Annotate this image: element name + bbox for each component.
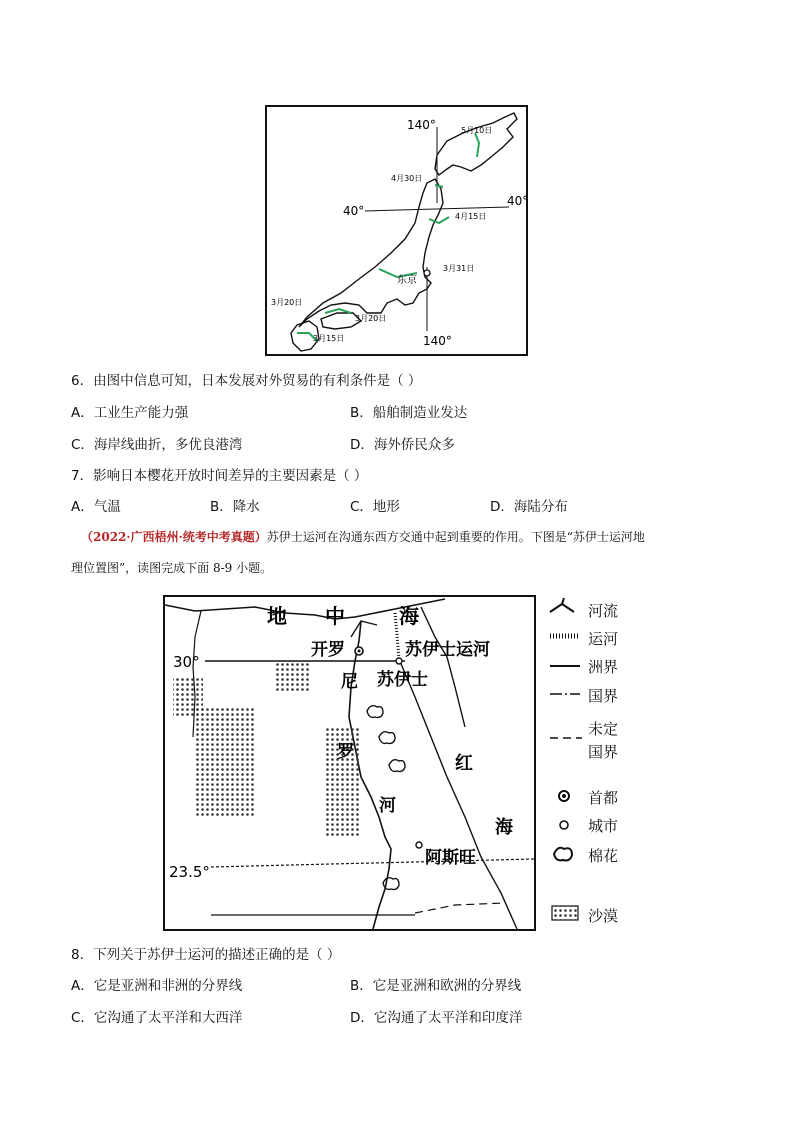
- q7-option-b: B．降水: [210, 499, 260, 515]
- legend-city-symbol: [560, 821, 568, 829]
- nile-delta: [351, 621, 377, 637]
- q7-stem: 7．影响日本樱花开放时间差异的主要因素是（ ）: [71, 468, 368, 484]
- tokyo-dot: [424, 270, 430, 276]
- lat-23-5-label: 23.5°: [169, 863, 210, 881]
- q8-option-c: C．它沟通了太平洋和大西洋: [71, 1010, 243, 1026]
- cotton-mark-1: [367, 706, 383, 718]
- legend-capital-inner: [562, 794, 566, 798]
- japan-map: [267, 107, 529, 354]
- suez-dot: [396, 658, 402, 664]
- legend-national-border-label: 国界: [588, 687, 619, 705]
- date-label-3-15: 3月15日: [313, 334, 345, 343]
- sea-label-hai: 海: [399, 604, 419, 628]
- q6-option-c: C．海岸线曲折，多优良港湾: [71, 437, 243, 453]
- cairo-label: 开罗: [311, 640, 345, 660]
- red-sea-label-hong: 红: [455, 753, 473, 774]
- date-label-3-20-left: 3月20日: [271, 298, 303, 307]
- q7-option-a: A．气温: [71, 499, 121, 515]
- q6-option-b: B．船舶制造业发达: [350, 405, 468, 421]
- nile-label-ni: 尼: [341, 672, 358, 692]
- isoline-4-30: [435, 185, 443, 187]
- legend-desert-label: 沙漠: [588, 907, 619, 925]
- tokyo-label: 东京: [397, 275, 417, 286]
- sea-label-zhong: 中: [325, 604, 345, 628]
- honshu-outline: [299, 179, 443, 327]
- desert-west: [173, 677, 255, 817]
- legend-canal-label: 运河: [588, 630, 619, 648]
- date-label-4-30: 4月30日: [391, 174, 423, 183]
- parallel-40: [365, 207, 509, 211]
- japan-map-frame: [265, 105, 528, 356]
- suez-label: 苏伊士: [377, 670, 428, 690]
- desert-north: [275, 661, 309, 693]
- q7-option-d: D．海陆分布: [490, 499, 568, 515]
- q6-option-a: A．工业生产能力强: [71, 405, 189, 421]
- date-label-5-10: 5月10日: [461, 126, 493, 135]
- lat-left-label: 40°: [343, 204, 365, 218]
- legend-river-symbol: [550, 598, 574, 612]
- egypt-map-frame: [163, 595, 536, 931]
- legend-desert-symbol: [552, 906, 578, 920]
- q8-option-a: A．它是亚洲和非洲的分界线: [71, 978, 243, 994]
- legend-cotton-symbol: [554, 848, 572, 861]
- hokkaido-outline: [435, 113, 517, 175]
- egypt-map: [165, 597, 534, 929]
- source-text-1: 苏伊士运河在沟通东西方交通中起到重要的作用。下图是“苏伊士运河地: [266, 530, 645, 544]
- canal-label: 苏伊士运河: [405, 640, 490, 660]
- cairo-dot-inner: [358, 650, 361, 653]
- lon-bottom-label: 140°: [423, 334, 452, 348]
- legend-continent-border-label: 洲界: [588, 658, 619, 676]
- legend-undetermined-label-1: 未定: [588, 720, 619, 738]
- nile-label-he: 河: [379, 796, 396, 816]
- date-label-3-31: 3月31日: [443, 264, 475, 273]
- source-tag: （2022·广西梧州·统考中考真题）: [81, 530, 267, 544]
- red-sea-label-hai: 海: [495, 817, 513, 838]
- legend-city-label: 城市: [588, 817, 619, 835]
- lon-top-label: 140°: [407, 118, 436, 132]
- legend-capital-label: 首都: [588, 789, 619, 807]
- q6-option-d: D．海外侨民众多: [350, 437, 455, 453]
- isoline-5-10: [475, 133, 479, 157]
- isoline-4-15: [429, 217, 449, 223]
- desert-areas: [173, 661, 361, 837]
- undetermined-border: [415, 903, 505, 913]
- sea-label-di: 地: [267, 604, 287, 628]
- date-label-3-20-right: 3月20日: [355, 314, 387, 323]
- aswan-label: 阿斯旺: [425, 848, 476, 868]
- legend-symbols: [548, 598, 584, 923]
- nile-label-luo: 罗: [337, 742, 354, 762]
- cotton-mark-2: [379, 732, 395, 744]
- q8-option-d: D．它沟通了太平洋和印度洋: [350, 1010, 523, 1026]
- q7-option-c: C．地形: [350, 499, 400, 515]
- legend-river-label: 河流: [588, 602, 619, 620]
- red-sea-coast-east: [421, 607, 465, 727]
- cotton-mark-3: [389, 760, 405, 772]
- q6-stem: 6．由图中信息可知，日本发展对外贸易的有利条件是（ ）: [71, 373, 422, 389]
- lat-right-label: 40°: [507, 194, 529, 208]
- source-line-1: [81, 528, 645, 546]
- q8-stem: 8．下列关于苏伊士运河的描述正确的是（ ）: [71, 947, 341, 963]
- q8-option-b: B．它是亚洲和欧洲的分界线: [350, 978, 522, 994]
- source-line-2: 理位置图”，读图完成下面 8-9 小题。: [71, 561, 273, 575]
- date-label-4-15: 4月15日: [455, 212, 487, 221]
- aswan-dot: [416, 842, 422, 848]
- legend-cotton-label: 棉花: [588, 847, 619, 865]
- lat-30-label: 30°: [173, 653, 200, 671]
- legend-undetermined-label-2: 国界: [588, 743, 619, 761]
